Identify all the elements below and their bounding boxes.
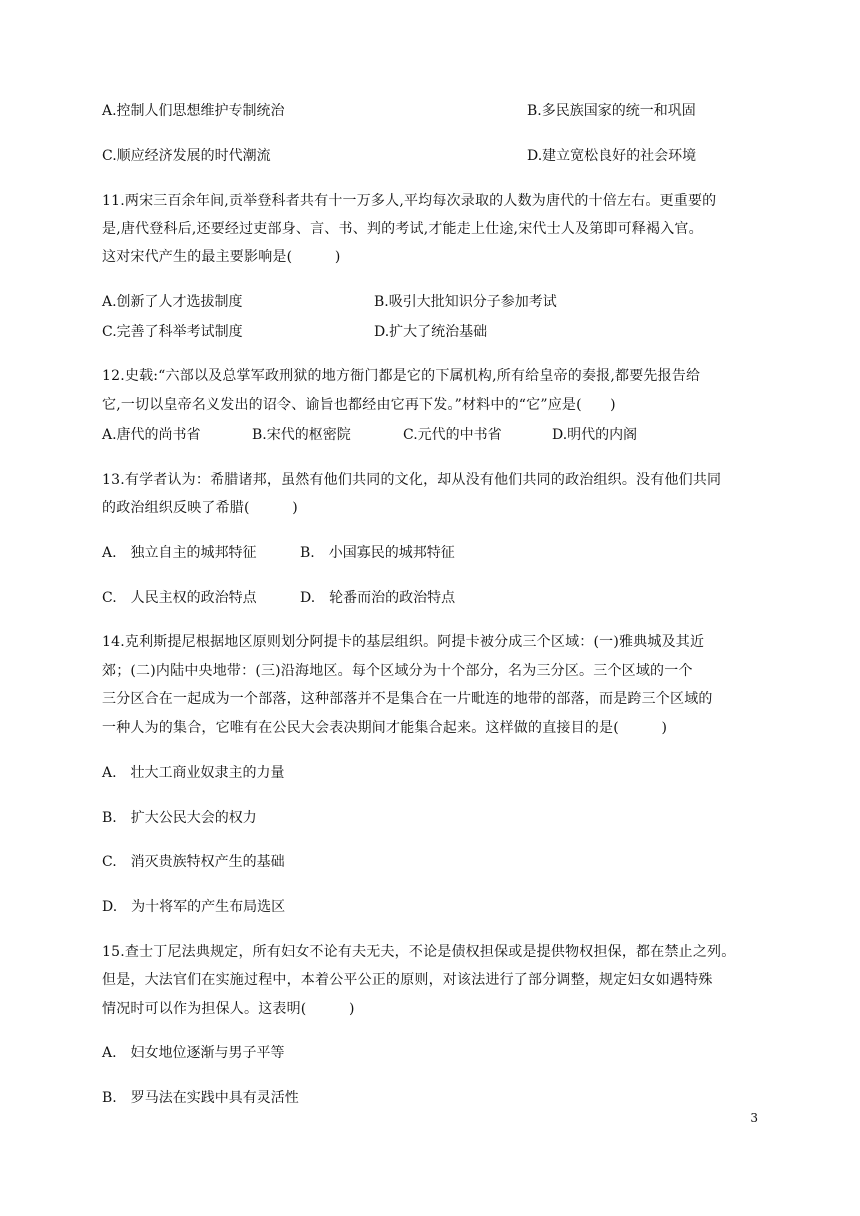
q10-option-b: B.多民族国家的统一和巩固 [527, 103, 696, 119]
q11-stem-line: 是,唐代登科后,还要经过吏部身、言、书、判的考试,才能走上仕途,宋代士人及第即可释褐入官。 [102, 221, 703, 237]
q14-stem-line: 14.克利斯提尼根据地区原则划分阿提卡的基层组织。阿提卡被分成三个区域：(一)雅典城及其近 [102, 634, 705, 650]
q11-option-c: C.完善了科举考试制度 [102, 324, 243, 340]
q14-stem-line: 郊；(二)内陆中央地带：(三)沿海地区。每个区域分为十个部分，名为三分区。三个区域的一个 [102, 663, 693, 679]
q13-option-d: D. 轮番而治的政治特点 [300, 590, 456, 606]
q12-stem-line: 它,一切以皇帝名义发出的诏令、谕旨也都经由它再下发。”材料中的“它”应是( ) [102, 397, 616, 413]
q12-option-d: D.明代的内阁 [552, 427, 638, 443]
q14-option-d: D. 为十将军的产生布局选区 [102, 899, 286, 915]
q12-option-b: B.宋代的枢密院 [252, 427, 351, 443]
q12-option-a: A.唐代的尚书省 [102, 427, 201, 443]
q15-stem-line: 15.查士丁尼法典规定，所有妇女不论有夫无夫，不论是债权担保或是提供物权担保，都在禁止之列。 [102, 944, 736, 960]
q14-stem-line: 一种人为的集合，它唯有在公民大会表决期间才能集合起来。这样做的直接目的是( ) [102, 720, 668, 736]
q10-option-d: D.建立宽松良好的社会环境 [527, 148, 697, 164]
q13-option-a: A. 独立自主的城邦特征 [102, 545, 257, 561]
q14-option-a: A. 壮大工商业奴隶主的力量 [102, 765, 285, 781]
q13-stem-line: 的政治组织反映了希腊( ) [102, 500, 298, 516]
q13-option-b: B. 小国寡民的城邦特征 [300, 545, 455, 561]
q11-option-a: A.创新了人才选拔制度 [102, 294, 243, 310]
q11-option-b: B.吸引大批知识分子参加考试 [374, 294, 557, 310]
page-number: 3 [750, 1111, 758, 1125]
q11-option-d: D.扩大了统治基础 [374, 324, 488, 340]
q15-stem-line: 但是，大法官们在实施过程中，本着公平公正的原则，对该法进行了部分调整，规定妇女如遇特殊 [102, 972, 713, 988]
q15-option-b: B. 罗马法在实践中具有灵活性 [102, 1090, 299, 1106]
q10-option-c: C.顺应经济发展的时代潮流 [102, 148, 271, 164]
q12-option-c: C.元代的中书省 [403, 427, 502, 443]
q12-stem-line: 12.史载:“六部以及总掌军政刑狱的地方衙门都是它的下属机构,所有给皇帝的奏报,都要先报告给 [102, 368, 701, 384]
q14-option-b: B. 扩大公民大会的权力 [102, 810, 257, 826]
q11-stem-line: 11.两宋三百余年间,贡举登科者共有十一万多人,平均每次录取的人数为唐代的十倍左右。更重要的 [102, 193, 717, 209]
q14-option-c: C. 消灭贵族特权产生的基础 [102, 854, 285, 870]
q10-option-a: A.控制人们思想维护专制统治 [102, 103, 285, 119]
q11-stem-line: 这对宋代产生的最主要影响是( ) [102, 249, 341, 265]
q13-option-c: C. 人民主权的政治特点 [102, 590, 257, 606]
q13-stem-line: 13.有学者认为：希腊诸邦，虽然有他们共同的文化，却从没有他们共同的政治组织。没有他们共同 [102, 472, 722, 488]
q15-option-a: A. 妇女地位逐渐与男子平等 [102, 1045, 285, 1061]
q14-stem-line: 三分区合在一起成为一个部落，这种部落并不是集合在一片毗连的地带的部落，而是跨三个区域的 [102, 691, 713, 707]
q15-stem-line: 情况时可以作为担保人。这表明( ) [102, 1001, 355, 1017]
